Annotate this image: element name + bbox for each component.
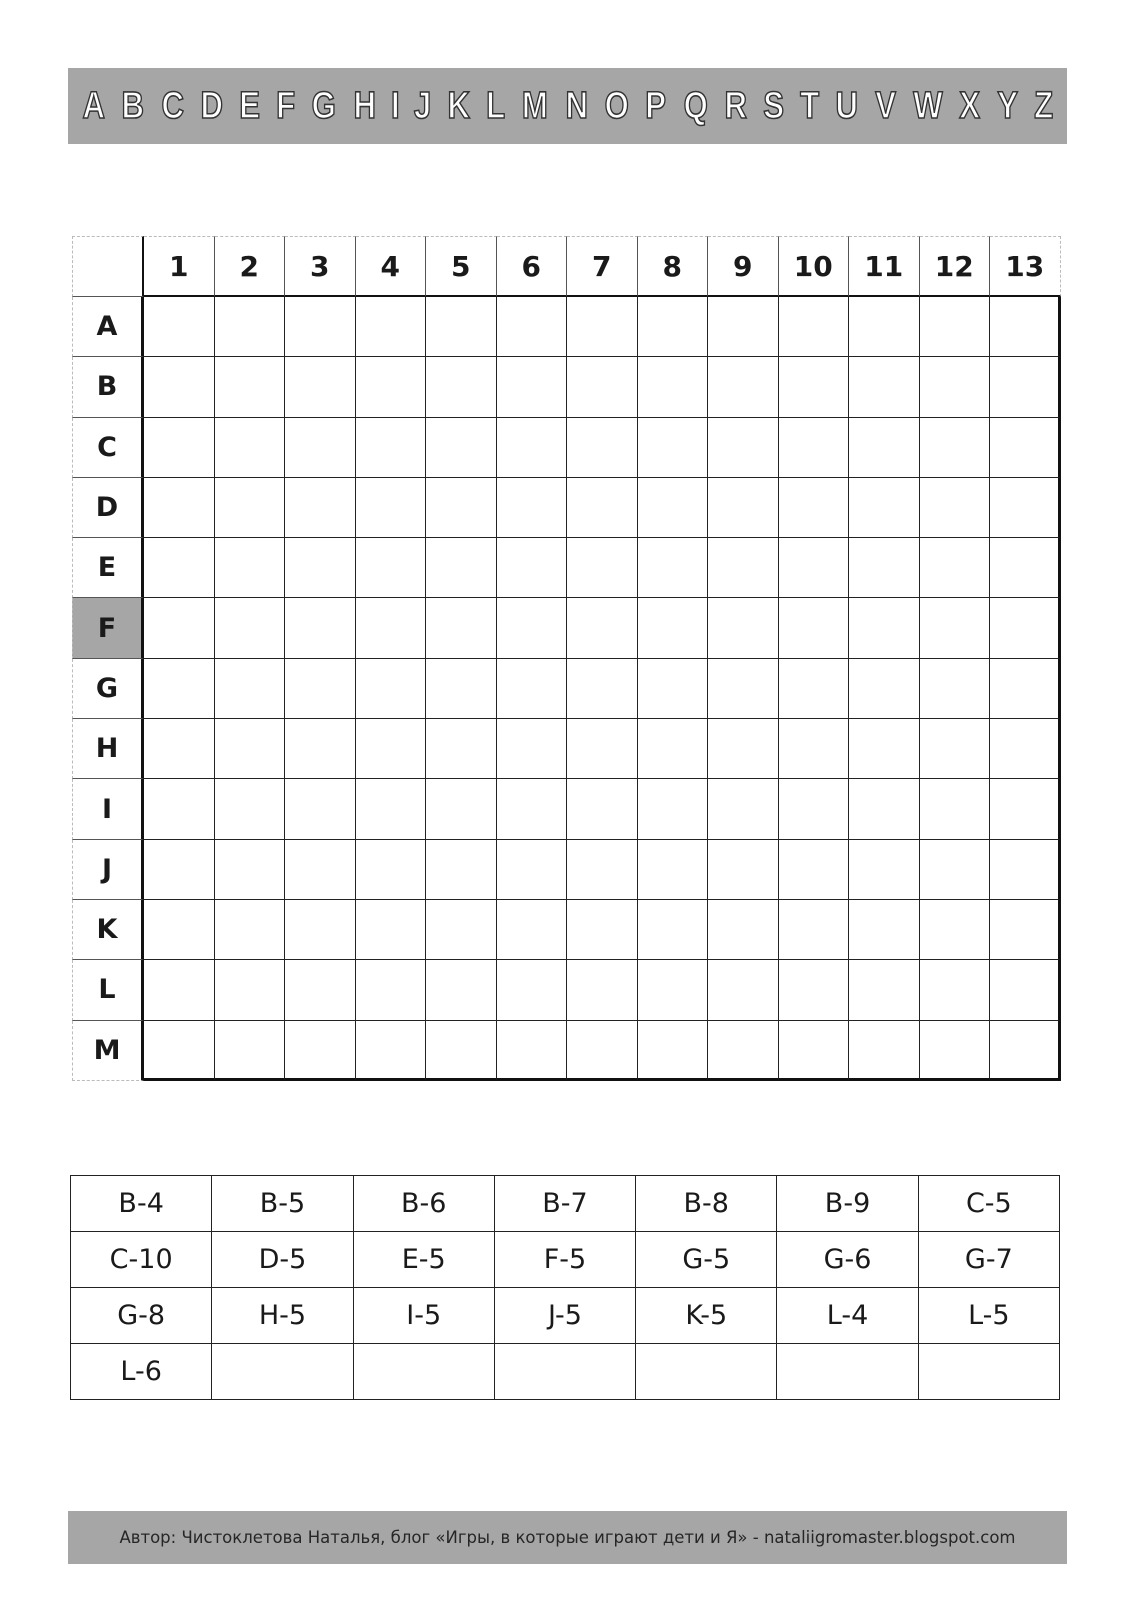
grid-cell[interactable] — [920, 297, 991, 357]
coordinate-grid — [72, 236, 1061, 1081]
grid-cell[interactable] — [849, 297, 920, 357]
column-header: 2 — [215, 236, 286, 297]
coordinate-cell — [353, 1344, 494, 1400]
grid-cell[interactable] — [497, 1021, 568, 1081]
grid-cell[interactable] — [285, 357, 356, 417]
row-header: C — [72, 418, 144, 478]
column-header: 1 — [144, 236, 215, 297]
coordinate-cell: B-4 — [71, 1176, 212, 1232]
grid-cell[interactable] — [990, 538, 1061, 598]
coordinate-cell: G-8 — [71, 1288, 212, 1344]
alphabet-letter: A — [82, 84, 105, 127]
grid-cell[interactable] — [426, 598, 497, 658]
grid-cell[interactable] — [567, 900, 638, 960]
grid-cell[interactable] — [215, 297, 286, 357]
footer — [68, 1511, 1067, 1564]
grid-cell[interactable] — [638, 538, 709, 598]
grid-cell[interactable] — [849, 1021, 920, 1081]
grid-cell[interactable] — [779, 719, 850, 779]
grid-cell[interactable] — [497, 357, 568, 417]
grid-cell[interactable] — [849, 960, 920, 1020]
grid-cell[interactable] — [497, 598, 568, 658]
grid-cell[interactable] — [567, 779, 638, 839]
alphabet-letter: F — [276, 84, 296, 127]
column-header: 7 — [567, 236, 638, 297]
grid-cell[interactable] — [567, 659, 638, 719]
grid-cell[interactable] — [285, 297, 356, 357]
grid-cell[interactable] — [285, 840, 356, 900]
row-header: G — [72, 659, 144, 719]
grid-cell[interactable] — [990, 960, 1061, 1020]
grid-cell[interactable] — [708, 659, 779, 719]
grid-cell[interactable] — [497, 960, 568, 1020]
coordinate-cell: B-9 — [777, 1176, 918, 1232]
row-header: D — [72, 478, 144, 538]
alphabet-letter: K — [447, 84, 471, 127]
column-header: 5 — [426, 236, 497, 297]
alphabet-letter: G — [311, 84, 337, 127]
alphabet-letter: E — [239, 84, 261, 127]
grid-cell[interactable] — [779, 840, 850, 900]
grid-cell[interactable] — [144, 960, 215, 1020]
grid-cell[interactable] — [567, 418, 638, 478]
grid-cell[interactable] — [567, 840, 638, 900]
coordinate-cell: B-7 — [494, 1176, 635, 1232]
coordinate-cell: B-8 — [636, 1176, 777, 1232]
coordinate-cell: G-7 — [918, 1232, 1059, 1288]
grid-cell[interactable] — [215, 1021, 286, 1081]
grid-cell[interactable] — [215, 960, 286, 1020]
alphabet-letter: P — [645, 84, 667, 127]
coordinate-cell: K-5 — [636, 1288, 777, 1344]
alphabet-letter: C — [160, 84, 184, 127]
grid-cell[interactable] — [920, 478, 991, 538]
grid-cell[interactable] — [144, 1021, 215, 1081]
grid-cell[interactable] — [356, 659, 427, 719]
alphabet-letter: I — [390, 84, 400, 127]
column-header: 4 — [356, 236, 427, 297]
grid-cell[interactable] — [356, 598, 427, 658]
grid-cell[interactable] — [497, 297, 568, 357]
alphabet-letter: U — [835, 84, 859, 127]
grid-cell[interactable] — [497, 900, 568, 960]
grid-cell[interactable] — [567, 297, 638, 357]
grid-cell[interactable] — [990, 478, 1061, 538]
grid-cell[interactable] — [567, 478, 638, 538]
row-header: J — [72, 840, 144, 900]
coordinate-cell: I-5 — [353, 1288, 494, 1344]
grid-cell[interactable] — [497, 478, 568, 538]
column-header: 3 — [285, 236, 356, 297]
grid-cell[interactable] — [849, 418, 920, 478]
alphabet-letter: L — [486, 84, 506, 127]
grid-cell[interactable] — [144, 598, 215, 658]
grid-cell[interactable] — [356, 357, 427, 417]
alphabet-letter: O — [604, 84, 629, 127]
grid-cell[interactable] — [144, 538, 215, 598]
alphabet-letter: X — [959, 84, 981, 127]
coordinate-cell — [777, 1344, 918, 1400]
alphabet-letter: T — [800, 84, 820, 127]
grid-cell[interactable] — [920, 840, 991, 900]
grid-cell[interactable] — [638, 840, 709, 900]
grid-cell[interactable] — [990, 357, 1061, 417]
grid-cell[interactable] — [708, 357, 779, 417]
grid-cell[interactable] — [285, 1021, 356, 1081]
grid-cell[interactable] — [285, 418, 356, 478]
grid-cell[interactable] — [285, 659, 356, 719]
grid-cell[interactable] — [920, 719, 991, 779]
grid-cell[interactable] — [849, 659, 920, 719]
grid-cell[interactable] — [638, 478, 709, 538]
grid-cell[interactable] — [849, 538, 920, 598]
grid-cell[interactable] — [497, 659, 568, 719]
grid-cell[interactable] — [497, 719, 568, 779]
coordinate-cell: B-5 — [212, 1176, 353, 1232]
grid-cell[interactable] — [779, 960, 850, 1020]
grid-cell[interactable] — [215, 659, 286, 719]
grid-cell[interactable] — [779, 659, 850, 719]
coordinates-row — [71, 1288, 1060, 1344]
grid-cell[interactable] — [497, 418, 568, 478]
alphabet-letter: H — [353, 84, 376, 127]
grid-cell[interactable] — [990, 598, 1061, 658]
grid-cell[interactable] — [990, 659, 1061, 719]
alphabet-letter: Y — [996, 84, 1018, 127]
column-header: 11 — [849, 236, 920, 297]
grid-cell[interactable] — [497, 779, 568, 839]
grid-cell[interactable] — [426, 840, 497, 900]
coordinate-cell: F-5 — [494, 1232, 635, 1288]
grid-cell[interactable] — [356, 538, 427, 598]
row-header: M — [72, 1021, 144, 1081]
grid-cell[interactable] — [708, 418, 779, 478]
grid-cell[interactable] — [144, 719, 215, 779]
grid-cell[interactable] — [990, 1021, 1061, 1081]
grid-cell[interactable] — [497, 538, 568, 598]
grid-cell[interactable] — [497, 840, 568, 900]
grid-cell[interactable] — [920, 779, 991, 839]
grid-cell[interactable] — [285, 900, 356, 960]
column-header: 8 — [638, 236, 709, 297]
grid-cell[interactable] — [638, 719, 709, 779]
grid-cell[interactable] — [638, 598, 709, 658]
column-header: 12 — [920, 236, 991, 297]
grid-cell[interactable] — [567, 357, 638, 417]
grid-cell[interactable] — [638, 900, 709, 960]
coordinate-cell: B-6 — [353, 1176, 494, 1232]
coordinates-row — [71, 1176, 1060, 1232]
grid-cell[interactable] — [356, 418, 427, 478]
grid-cell[interactable] — [285, 538, 356, 598]
alphabet-letter: V — [874, 84, 896, 127]
grid-cell[interactable] — [426, 719, 497, 779]
coordinates-row — [71, 1344, 1060, 1400]
footer-text: Автор: Чистоклетова Наталья, блог «Игры, в которые играют дети и Я» - nataliigromaster.blogspot.com — [119, 1528, 1016, 1547]
grid-cell[interactable] — [426, 357, 497, 417]
grid-cell[interactable] — [920, 418, 991, 478]
coordinates-table — [70, 1175, 1060, 1400]
row-header: E — [72, 538, 144, 598]
grid-cell[interactable] — [285, 960, 356, 1020]
grid-cell[interactable] — [779, 779, 850, 839]
alphabet-letter: S — [763, 84, 785, 127]
grid-cell[interactable] — [708, 1021, 779, 1081]
column-header: 10 — [779, 236, 850, 297]
column-header: 13 — [990, 236, 1061, 297]
grid-cell[interactable] — [990, 719, 1061, 779]
alphabet-letter: Z — [1033, 84, 1053, 127]
alphabet-letter: J — [414, 84, 432, 127]
column-header: 9 — [708, 236, 779, 297]
grid-cell[interactable] — [638, 960, 709, 1020]
grid-cell[interactable] — [567, 719, 638, 779]
grid-cell[interactable] — [638, 779, 709, 839]
grid-cell[interactable] — [849, 900, 920, 960]
grid-cell[interactable] — [144, 357, 215, 417]
grid-cell[interactable] — [356, 1021, 427, 1081]
coordinate-cell: L-5 — [918, 1288, 1059, 1344]
grid-cell[interactable] — [215, 478, 286, 538]
row-header: I — [72, 779, 144, 839]
alphabet-letter: M — [522, 84, 549, 127]
grid-cell[interactable] — [285, 598, 356, 658]
grid-cell[interactable] — [144, 478, 215, 538]
grid-cell[interactable] — [849, 598, 920, 658]
grid-cell[interactable] — [638, 1021, 709, 1081]
grid-cell[interactable] — [638, 418, 709, 478]
grid-cell[interactable] — [708, 960, 779, 1020]
grid-cell[interactable] — [215, 357, 286, 417]
grid-cell[interactable] — [849, 719, 920, 779]
grid-cell[interactable] — [708, 598, 779, 658]
grid-cell[interactable] — [849, 478, 920, 538]
grid-cell[interactable] — [356, 779, 427, 839]
grid-cell[interactable] — [708, 538, 779, 598]
grid-cell[interactable] — [920, 960, 991, 1020]
grid-cell[interactable] — [426, 659, 497, 719]
grid-cell[interactable] — [144, 840, 215, 900]
grid-cell[interactable] — [779, 900, 850, 960]
grid-cell[interactable] — [920, 598, 991, 658]
coordinate-cell — [918, 1344, 1059, 1400]
grid-cell[interactable] — [144, 779, 215, 839]
alphabet-bar — [68, 68, 1067, 144]
row-header: K — [72, 900, 144, 960]
coordinate-cell: G-5 — [636, 1232, 777, 1288]
grid-cell[interactable] — [426, 538, 497, 598]
grid-cell[interactable] — [215, 418, 286, 478]
grid-cell[interactable] — [920, 538, 991, 598]
grid-cell[interactable] — [638, 357, 709, 417]
grid-cell[interactable] — [285, 779, 356, 839]
row-header: F — [72, 598, 144, 658]
grid-cell[interactable] — [708, 719, 779, 779]
grid-cell[interactable] — [215, 900, 286, 960]
grid-cell[interactable] — [849, 779, 920, 839]
grid-cell[interactable] — [849, 357, 920, 417]
grid-cell[interactable] — [144, 418, 215, 478]
grid-cell[interactable] — [144, 659, 215, 719]
column-header: 6 — [497, 236, 568, 297]
grid-cell[interactable] — [779, 297, 850, 357]
coordinate-cell: D-5 — [212, 1232, 353, 1288]
grid-cell[interactable] — [990, 779, 1061, 839]
grid-cell[interactable] — [849, 840, 920, 900]
grid-cell[interactable] — [356, 297, 427, 357]
grid-cell[interactable] — [356, 478, 427, 538]
grid-cell[interactable] — [708, 779, 779, 839]
grid-cell[interactable] — [426, 900, 497, 960]
grid-cell[interactable] — [356, 960, 427, 1020]
grid-cell[interactable] — [426, 960, 497, 1020]
row-header: H — [72, 719, 144, 779]
grid-cell[interactable] — [779, 357, 850, 417]
grid-cell[interactable] — [215, 779, 286, 839]
grid-cell[interactable] — [779, 1021, 850, 1081]
grid-cell[interactable] — [990, 297, 1061, 357]
alphabet-letter: Q — [683, 84, 708, 127]
grid-cell[interactable] — [285, 478, 356, 538]
grid-cell[interactable] — [567, 1021, 638, 1081]
grid-cell[interactable] — [356, 900, 427, 960]
grid-cell[interactable] — [215, 598, 286, 658]
coordinates-row — [71, 1232, 1060, 1288]
grid-cell[interactable] — [426, 1021, 497, 1081]
grid-cell[interactable] — [708, 840, 779, 900]
grid-cell[interactable] — [426, 418, 497, 478]
alphabet-letter: R — [724, 84, 747, 127]
grid-cell[interactable] — [144, 297, 215, 357]
coordinate-cell — [636, 1344, 777, 1400]
alphabet-letter: N — [565, 84, 588, 127]
grid-cell[interactable] — [426, 478, 497, 538]
grid-cell[interactable] — [990, 418, 1061, 478]
grid-cell[interactable] — [215, 538, 286, 598]
coordinate-cell: J-5 — [494, 1288, 635, 1344]
grid-cell[interactable] — [990, 840, 1061, 900]
grid-cell[interactable] — [638, 297, 709, 357]
coordinate-cell: C-5 — [918, 1176, 1059, 1232]
grid-cell[interactable] — [567, 598, 638, 658]
grid-cell[interactable] — [285, 719, 356, 779]
grid-cell[interactable] — [920, 357, 991, 417]
grid-cell[interactable] — [920, 659, 991, 719]
grid-cell[interactable] — [779, 538, 850, 598]
grid-cell[interactable] — [990, 900, 1061, 960]
grid-cell[interactable] — [708, 478, 779, 538]
grid-cell[interactable] — [567, 960, 638, 1020]
alphabet-letter: W — [912, 84, 943, 127]
coordinate-cell: L-6 — [71, 1344, 212, 1400]
coordinate-cell: L-4 — [777, 1288, 918, 1344]
grid-cell[interactable] — [638, 659, 709, 719]
grid-cell[interactable] — [215, 840, 286, 900]
coordinate-cell: E-5 — [353, 1232, 494, 1288]
alphabet-letter: B — [121, 84, 145, 127]
row-header: L — [72, 960, 144, 1020]
alphabet-letter: D — [200, 84, 223, 127]
coordinate-cell — [494, 1344, 635, 1400]
grid-cell[interactable] — [567, 538, 638, 598]
coordinate-cell: G-6 — [777, 1232, 918, 1288]
grid-cell[interactable] — [426, 779, 497, 839]
grid-cell[interactable] — [356, 840, 427, 900]
grid-cell[interactable] — [426, 297, 497, 357]
grid-cell[interactable] — [920, 900, 991, 960]
grid-cell[interactable] — [779, 598, 850, 658]
coordinate-cell: H-5 — [212, 1288, 353, 1344]
coordinate-cell — [212, 1344, 353, 1400]
grid-corner — [72, 236, 144, 297]
grid-cell[interactable] — [356, 719, 427, 779]
row-header: B — [72, 357, 144, 417]
grid-cell[interactable] — [779, 418, 850, 478]
grid-cell[interactable] — [144, 900, 215, 960]
grid-cell[interactable] — [920, 1021, 991, 1081]
grid-cell[interactable] — [708, 297, 779, 357]
grid-cell[interactable] — [779, 478, 850, 538]
row-header: A — [72, 297, 144, 357]
coordinate-cell: C-10 — [71, 1232, 212, 1288]
grid-cell[interactable] — [708, 900, 779, 960]
grid-cell[interactable] — [215, 719, 286, 779]
